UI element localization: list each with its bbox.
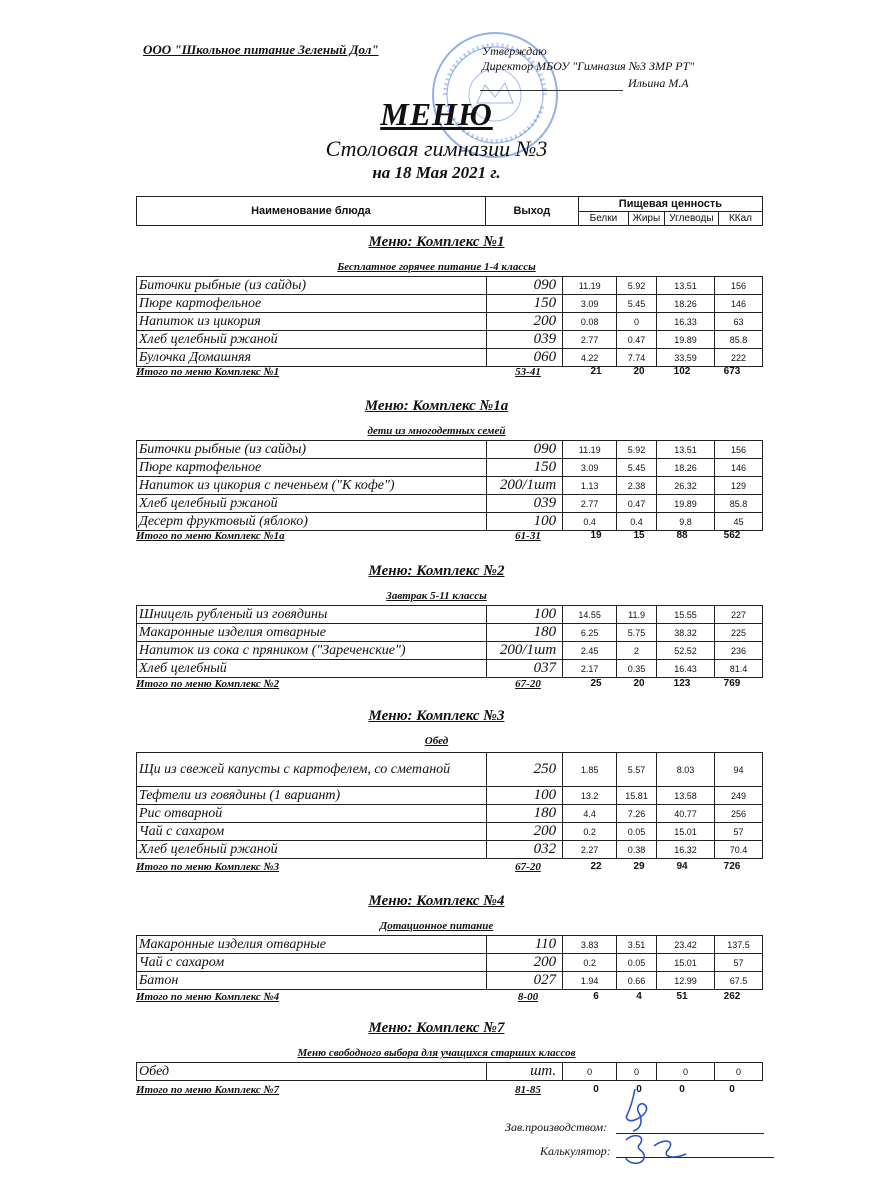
table-row [137, 331, 763, 349]
total-output: 8-00 [517, 991, 539, 1003]
table-row [137, 495, 763, 513]
total-kcal: 262 [723, 991, 741, 1002]
dish-fat: 0.35 [617, 660, 657, 678]
dish-name: Хлеб целебный ржаной [137, 841, 487, 859]
total-output: 67-20 [515, 678, 541, 690]
dish-output: 037 [486, 660, 562, 678]
section-total [136, 678, 763, 692]
table-row [137, 606, 763, 624]
table-row [137, 823, 763, 841]
dish-output: 180 [486, 805, 562, 823]
dish-kcal: 85.8 [715, 495, 763, 513]
total-fat: 4 [636, 991, 642, 1002]
dish-carbs: 16.32 [656, 841, 714, 859]
column-output-header: Выход [485, 197, 578, 226]
dish-fat: 3.51 [617, 936, 657, 954]
dish-name: Тефтели из говядины (1 вариант) [137, 787, 487, 805]
dish-fat: 11.9 [617, 606, 657, 624]
dish-carbs: 12.99 [656, 972, 714, 990]
dish-output: 032 [486, 841, 562, 859]
dish-protein: 0 [563, 1063, 617, 1081]
total-output: 67-20 [515, 861, 541, 873]
dish-name: Биточки рыбные (из сайды) [137, 277, 487, 295]
dish-kcal: 0 [715, 1063, 763, 1081]
dish-output: 180 [486, 624, 562, 642]
menu-table [136, 935, 763, 990]
dish-kcal: 222 [715, 349, 763, 367]
dish-carbs: 16.43 [656, 660, 714, 678]
section-subtitle: Завтрак 5-11 классы [386, 590, 487, 602]
menu-table [136, 276, 763, 367]
section-total [136, 530, 763, 544]
section-title: Меню: Комплекс №1а [364, 398, 509, 414]
dish-protein: 13.2 [563, 787, 617, 805]
dish-fat: 0.66 [617, 972, 657, 990]
column-header-table [136, 196, 763, 226]
total-protein: 0 [593, 1084, 599, 1095]
dish-protein: 2.17 [563, 660, 617, 678]
menu-table [136, 440, 763, 531]
menu-table [136, 752, 763, 859]
dish-kcal: 67.5 [715, 972, 763, 990]
total-fat: 0 [636, 1084, 642, 1095]
dish-kcal: 129 [715, 477, 763, 495]
dish-output: 250 [486, 753, 562, 787]
dish-name: Батон [137, 972, 487, 990]
organization-name: ООО "Школьное питание Зеленый Дол" [143, 42, 379, 57]
dish-output: 200/1шт [486, 642, 562, 660]
dish-carbs: 15.55 [656, 606, 714, 624]
total-kcal: 562 [723, 530, 741, 541]
total-kcal: 769 [723, 678, 741, 689]
table-row [137, 787, 763, 805]
dish-output: 200 [486, 313, 562, 331]
total-carbs: 123 [673, 678, 691, 689]
section-title: Меню: Комплекс №1 [368, 234, 505, 250]
total-label: Итого по меню Комплекс №2 [136, 678, 280, 690]
page-subtitle: Столовая гимназии №3 [325, 136, 548, 161]
dish-output: 039 [486, 495, 562, 513]
section-total [136, 991, 763, 1005]
dish-output: 060 [486, 349, 562, 367]
menu-table [136, 1062, 763, 1081]
dish-output: 150 [486, 295, 562, 313]
dish-fat: 5.45 [617, 459, 657, 477]
table-row [137, 660, 763, 678]
dish-protein: 3.83 [563, 936, 617, 954]
section-total [136, 366, 763, 380]
dish-name: Напиток из сока с пряником ("Зареченские") [137, 642, 487, 660]
total-fat: 15 [633, 530, 645, 541]
dish-protein: 2.45 [563, 642, 617, 660]
dish-carbs: 13.51 [656, 441, 714, 459]
section-title: Меню: Комплекс №7 [368, 1020, 505, 1036]
dish-fat: 2 [617, 642, 657, 660]
dish-carbs: 23.42 [656, 936, 714, 954]
dish-output: 090 [486, 441, 562, 459]
dish-protein: 0.08 [563, 313, 617, 331]
table-row [137, 972, 763, 990]
dish-carbs: 38.32 [656, 624, 714, 642]
calculator-label: Калькулятор: [540, 1144, 611, 1158]
column-nutrition-header: Пищевая ценность [578, 197, 762, 212]
dish-name: Булочка Домашняя [137, 349, 487, 367]
table-row [137, 477, 763, 495]
dish-protein: 3.09 [563, 295, 617, 313]
dish-carbs: 15.01 [656, 954, 714, 972]
dish-protein: 4.4 [563, 805, 617, 823]
dish-name: Чай с сахаром [137, 823, 487, 841]
dish-carbs: 16.33 [656, 313, 714, 331]
approver-signature-line [480, 90, 623, 91]
section-subtitle: Обед [424, 735, 449, 747]
dish-fat: 7.26 [617, 805, 657, 823]
section-subtitle: Дотационное питание [379, 920, 494, 932]
section-subtitle: дети из многодетных семей [367, 425, 506, 437]
dish-fat: 0.05 [617, 823, 657, 841]
table-row [137, 313, 763, 331]
total-protein: 25 [590, 678, 602, 689]
dish-kcal: 70.4 [715, 841, 763, 859]
total-kcal: 726 [723, 861, 741, 872]
table-row [137, 459, 763, 477]
total-fat: 20 [633, 366, 645, 377]
production-head-label: Зав.производством: [505, 1120, 608, 1134]
table-row [137, 805, 763, 823]
table-row [137, 841, 763, 859]
total-output: 81-85 [515, 1084, 541, 1096]
section-title: Меню: Комплекс №2 [368, 563, 505, 579]
dish-kcal: 225 [715, 624, 763, 642]
total-carbs: 51 [676, 991, 688, 1002]
section-subtitle: Бесплатное горячее питание 1-4 классы [337, 261, 536, 273]
dish-carbs: 15.01 [656, 823, 714, 841]
dish-kcal: 156 [715, 441, 763, 459]
dish-carbs: 19.89 [656, 495, 714, 513]
dish-protein: 4.22 [563, 349, 617, 367]
dish-kcal: 146 [715, 295, 763, 313]
dish-carbs: 9.8 [656, 513, 714, 531]
dish-protein: 14.55 [563, 606, 617, 624]
dish-output: 100 [486, 513, 562, 531]
dish-protein: 2.77 [563, 495, 617, 513]
total-label: Итого по меню Комплекс №7 [136, 1084, 280, 1096]
dish-kcal: 94 [715, 753, 763, 787]
dish-kcal: 256 [715, 805, 763, 823]
dish-name: Рис отварной [137, 805, 487, 823]
dish-name: Чай с сахаром [137, 954, 487, 972]
dish-fat: 0 [617, 313, 657, 331]
dish-protein: 2.77 [563, 331, 617, 349]
dish-name: Пюре картофельное [137, 295, 487, 313]
dish-kcal: 63 [715, 313, 763, 331]
dish-output: 100 [486, 787, 562, 805]
dish-name: Щи из свежей капусты с картофелем, со сметаной [137, 753, 487, 787]
table-row [137, 295, 763, 313]
dish-protein: 11.19 [563, 277, 617, 295]
dish-carbs: 18.26 [656, 295, 714, 313]
total-label: Итого по меню Комплекс №3 [136, 861, 280, 873]
dish-fat: 2.38 [617, 477, 657, 495]
dish-fat: 5.92 [617, 441, 657, 459]
menu-table [136, 605, 763, 678]
dish-name: Напиток из цикория [137, 313, 487, 331]
dish-name: Хлеб целебный ржаной [137, 495, 487, 513]
total-fat: 29 [633, 861, 645, 872]
dish-name: Биточки рыбные (из сайды) [137, 441, 487, 459]
dish-carbs: 13.51 [656, 277, 714, 295]
dish-kcal: 81.4 [715, 660, 763, 678]
table-row [137, 277, 763, 295]
dish-fat: 0.4 [617, 513, 657, 531]
table-row [137, 954, 763, 972]
dish-output: шт. [486, 1063, 562, 1081]
dish-kcal: 137.5 [715, 936, 763, 954]
total-fat: 20 [633, 678, 645, 689]
column-carbs-header: Углеводы [664, 212, 718, 226]
total-carbs: 88 [676, 530, 688, 541]
dish-fat: 7.74 [617, 349, 657, 367]
section-total [136, 1084, 763, 1098]
table-row [137, 624, 763, 642]
dish-protein: 0.2 [563, 954, 617, 972]
dish-output: 090 [486, 277, 562, 295]
dish-kcal: 236 [715, 642, 763, 660]
dish-output: 110 [486, 936, 562, 954]
dish-fat: 0.05 [617, 954, 657, 972]
total-kcal: 673 [723, 366, 741, 377]
dish-name: Хлеб целебный ржаной [137, 331, 487, 349]
dish-name: Макаронные изделия отварные [137, 936, 487, 954]
table-row [137, 753, 763, 787]
total-carbs: 0 [679, 1084, 685, 1095]
dish-name: Десерт фруктовый (яблоко) [137, 513, 487, 531]
approver-name: Ильина М.А [628, 76, 689, 90]
total-protein: 22 [590, 861, 602, 872]
dish-protein: 6.25 [563, 624, 617, 642]
dish-carbs: 0 [656, 1063, 714, 1081]
approver-title: Директор МБОУ "Гимназия №3 ЗМР РТ" [482, 59, 695, 73]
table-row [137, 513, 763, 531]
dish-carbs: 40.77 [656, 805, 714, 823]
section-subtitle: Меню свободного выбора для учащихся старших классов [297, 1047, 576, 1059]
table-row [137, 1063, 763, 1081]
dish-protein: 1.13 [563, 477, 617, 495]
total-output: 53-41 [515, 366, 541, 378]
dish-carbs: 52.52 [656, 642, 714, 660]
column-protein-header: Белки [578, 212, 628, 226]
table-row [137, 441, 763, 459]
dish-protein: 2.27 [563, 841, 617, 859]
dish-carbs: 19.89 [656, 331, 714, 349]
dish-fat: 0.47 [617, 331, 657, 349]
total-protein: 21 [590, 366, 602, 377]
dish-fat: 0.47 [617, 495, 657, 513]
dish-name: Пюре картофельное [137, 459, 487, 477]
section-title: Меню: Комплекс №4 [368, 893, 505, 909]
dish-fat: 0.38 [617, 841, 657, 859]
dish-kcal: 57 [715, 823, 763, 841]
menu-date: на 18 Мая 2021 г. [372, 163, 501, 182]
total-label: Итого по меню Комплекс №4 [136, 991, 280, 1003]
section-title: Меню: Комплекс №3 [368, 708, 505, 724]
dish-name: Напиток из цикория с печеньем ("К кофе") [137, 477, 487, 495]
dish-protein: 1.85 [563, 753, 617, 787]
dish-protein: 0.4 [563, 513, 617, 531]
total-kcal: 0 [729, 1084, 735, 1095]
dish-output: 200/1шт [486, 477, 562, 495]
dish-protein: 3.09 [563, 459, 617, 477]
total-carbs: 94 [676, 861, 688, 872]
total-carbs: 102 [673, 366, 691, 377]
dish-output: 200 [486, 954, 562, 972]
approve-label: Утверждаю [482, 44, 547, 58]
dish-name: Макаронные изделия отварные [137, 624, 487, 642]
table-row [137, 936, 763, 954]
column-kcal-header: ККал [718, 212, 762, 226]
section-total [136, 861, 763, 875]
dish-protein: 11.19 [563, 441, 617, 459]
total-label: Итого по меню Комплекс №1а [136, 530, 285, 542]
total-protein: 6 [593, 991, 599, 1002]
dish-name: Хлеб целебный [137, 660, 487, 678]
dish-protein: 1.94 [563, 972, 617, 990]
dish-output: 039 [486, 331, 562, 349]
table-row [137, 642, 763, 660]
dish-kcal: 227 [715, 606, 763, 624]
dish-output: 200 [486, 823, 562, 841]
dish-fat: 5.92 [617, 277, 657, 295]
dish-kcal: 85.8 [715, 331, 763, 349]
dish-kcal: 146 [715, 459, 763, 477]
dish-fat: 5.57 [617, 753, 657, 787]
dish-carbs: 13.58 [656, 787, 714, 805]
dish-name: Шницель рубленый из говядины [137, 606, 487, 624]
total-output: 61-31 [515, 530, 541, 542]
dish-carbs: 18.26 [656, 459, 714, 477]
dish-name: Обед [137, 1063, 487, 1081]
dish-output: 150 [486, 459, 562, 477]
total-protein: 19 [590, 530, 602, 541]
dish-kcal: 156 [715, 277, 763, 295]
dish-fat: 15.81 [617, 787, 657, 805]
table-row [137, 349, 763, 367]
dish-fat: 5.75 [617, 624, 657, 642]
column-fat-header: Жиры [628, 212, 664, 226]
dish-kcal: 249 [715, 787, 763, 805]
dish-kcal: 57 [715, 954, 763, 972]
dish-carbs: 26.32 [656, 477, 714, 495]
total-label: Итого по меню Комплекс №1 [136, 366, 280, 378]
dish-kcal: 45 [715, 513, 763, 531]
signature-icon [620, 1128, 700, 1168]
dish-carbs: 33.59 [656, 349, 714, 367]
dish-fat: 0 [617, 1063, 657, 1081]
dish-protein: 0.2 [563, 823, 617, 841]
column-name-header: Наименование блюда [137, 197, 486, 226]
dish-fat: 5.45 [617, 295, 657, 313]
page-title: МЕНЮ [380, 96, 493, 132]
dish-output: 100 [486, 606, 562, 624]
dish-carbs: 8.03 [656, 753, 714, 787]
dish-output: 027 [486, 972, 562, 990]
